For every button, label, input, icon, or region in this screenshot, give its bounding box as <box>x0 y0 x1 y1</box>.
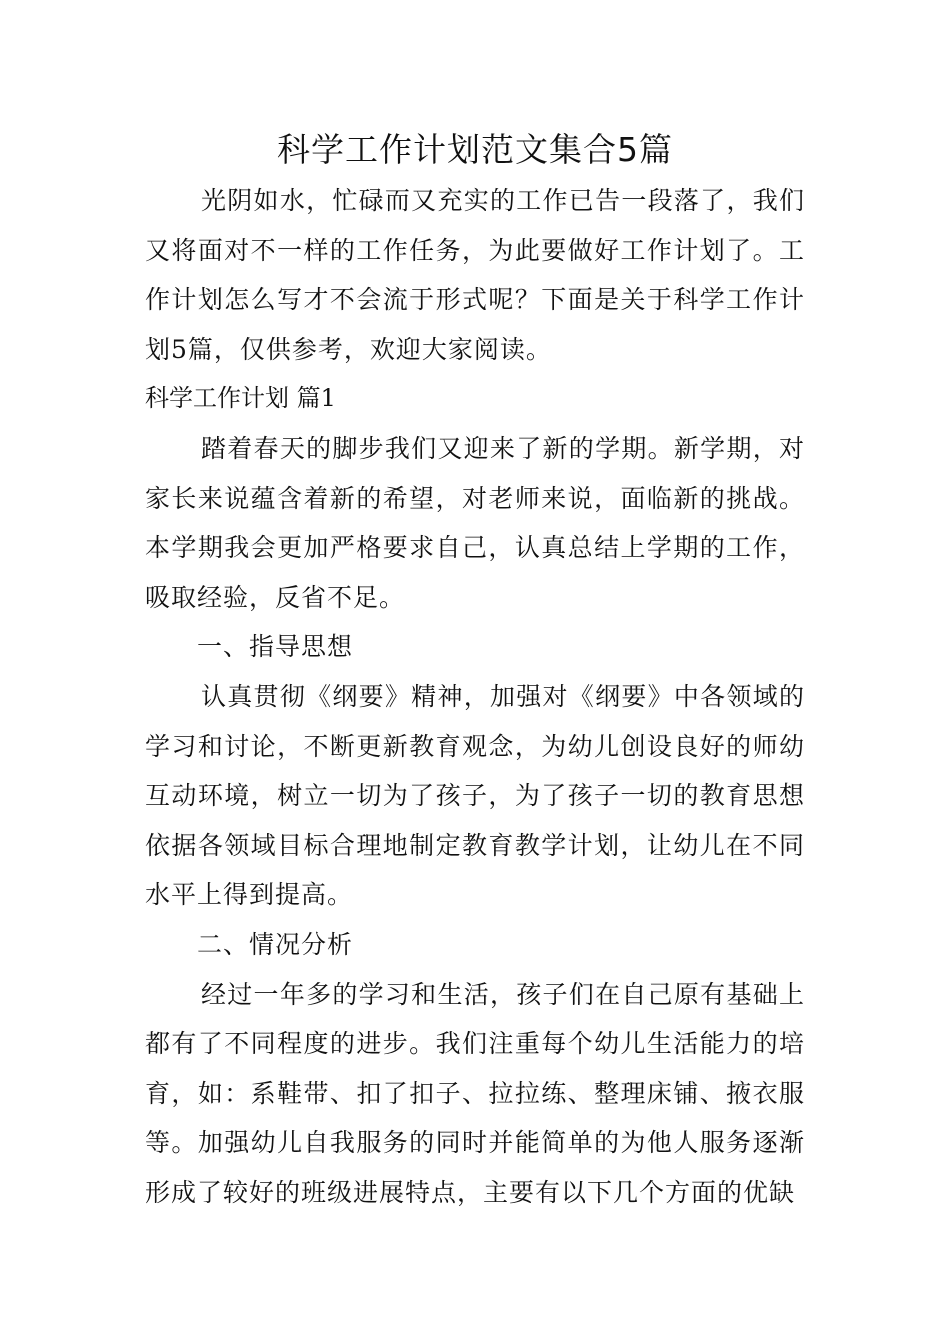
sub-heading-analysis: 二、情况分析 <box>197 929 354 959</box>
analysis-paragraph: 经过一年多的学习和生活，孩子们在自己原有基础上都有了不同程度的进步。我们注重每个幼儿生活能力的培育，如：系鞋带、扣了扣子、拉拉练、整理床铺、掖衣服等。加强幼儿自我服务的同时并能简单的为他人服务逐渐形成了较好的班级进展特点，主要有以下几个方面的优缺 <box>145 979 805 1207</box>
guiding-paragraph: 认真贯彻《纲要》精神，加强对《纲要》中各领域的学习和讨论，不断更新教育观念，为幼儿创设良好的师幼互动环境，树立一切为了孩子，为了孩子一切的教育思想依据各领域目标合理地制定教育教学计划，让幼儿在不同水平上得到提高。 <box>145 681 805 910</box>
section-heading: 科学工作计划 篇1 <box>145 384 336 413</box>
document-title: 科学工作计划范文集合5篇 <box>277 130 673 169</box>
sub-heading-guiding: 一、指导思想 <box>197 632 354 662</box>
document-body <box>145 176 805 1217</box>
section-paragraph: 踏着春天的脚步我们又迎来了新的学期。新学期，对家长来说蕴含着新的希望，对老师来说，面临新的挑战。本学期我会更加严格要求自己，认真总结上学期的工作，吸取经验，反省不足。 <box>145 433 805 612</box>
intro-paragraph: 光阴如水，忙碌而又充实的工作已告一段落了，我们又将面对不一样的工作任务，为此要做好工作计划了。工作计划怎么写才不会流于形式呢？下面是关于科学工作计划5篇，仅供参考，欢迎大家阅读。 <box>145 186 805 364</box>
